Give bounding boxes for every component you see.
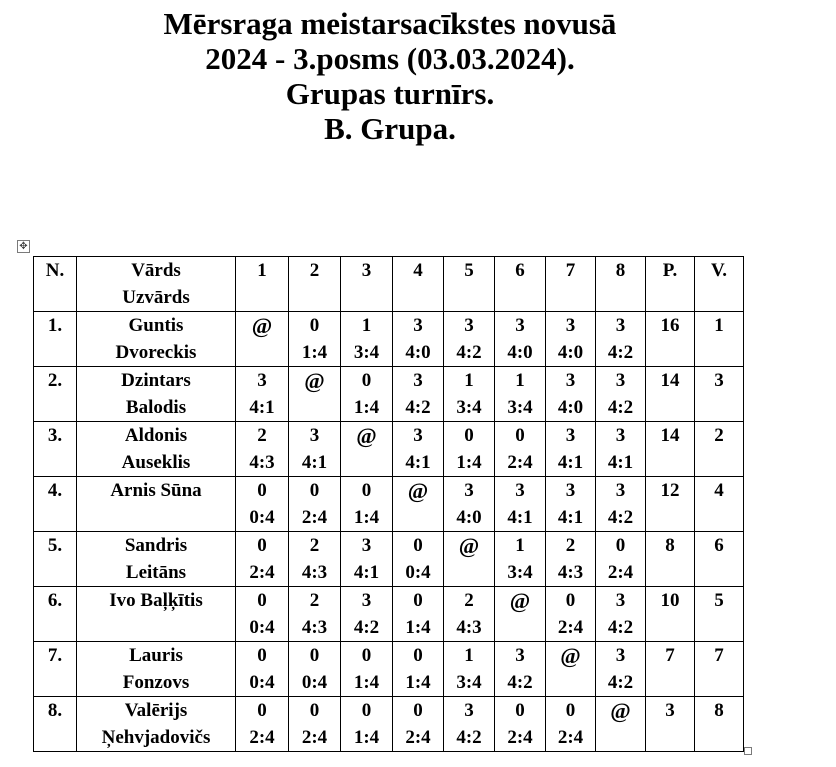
cell-line: 3:4 — [507, 397, 533, 418]
header-game-6-cell — [495, 257, 546, 312]
game-1-cell — [236, 642, 289, 697]
cell-line: @ — [509, 588, 531, 613]
title-line-4: B. Grupa. — [324, 111, 456, 146]
name-cell — [77, 642, 236, 697]
cell-line: 3 — [565, 315, 576, 336]
name-cell — [77, 587, 236, 642]
cell-line: 6 — [515, 260, 525, 281]
cell-line: 1:4 — [353, 397, 380, 418]
cell-line: N. — [45, 260, 65, 281]
cell-line: 4:1 — [557, 452, 584, 473]
game-8-cell — [596, 477, 646, 532]
header-game-5-cell — [444, 257, 495, 312]
name-cell — [77, 312, 236, 367]
game-4-cell — [393, 422, 444, 477]
cell-line: 12 — [660, 480, 680, 501]
points-cell — [646, 697, 695, 752]
rank-cell — [695, 587, 744, 642]
cell-line: 3 — [464, 700, 474, 721]
cell-line: 0 — [361, 645, 372, 666]
cell-line: 3 — [565, 480, 576, 501]
cell-line: Dzintars — [121, 370, 191, 391]
cell-line: 3 — [413, 425, 423, 446]
cell-line: 0 — [413, 645, 423, 666]
cell-line: 2:4 — [507, 727, 533, 748]
game-8-cell — [596, 642, 646, 697]
cell-line: @ — [356, 423, 377, 448]
place-cell — [34, 697, 77, 752]
cell-line: 4:1 — [249, 397, 275, 418]
cell-line: 0 — [413, 535, 423, 556]
cell-line: 2 — [309, 535, 320, 556]
cell-line: 0 — [257, 480, 267, 501]
cell-line: 8. — [47, 700, 63, 721]
results-table-body — [34, 257, 744, 752]
cell-line: 3 — [361, 535, 372, 556]
cell-line: 3 — [515, 645, 525, 666]
cell-line: 4:1 — [405, 452, 431, 473]
place-cell — [34, 532, 77, 587]
game-5-cell — [444, 367, 495, 422]
header-game-3-cell — [341, 257, 393, 312]
game-2-cell — [289, 477, 341, 532]
game-6-cell — [495, 367, 546, 422]
game-3-cell — [341, 642, 393, 697]
cell-line: 4 — [714, 480, 724, 501]
cell-line: 3 — [665, 700, 675, 721]
header-points-cell — [646, 257, 695, 312]
points-cell — [646, 532, 695, 587]
table-row — [34, 367, 744, 422]
cell-line: 4:0 — [456, 507, 482, 528]
cell-line: 0 — [565, 700, 576, 721]
cell-line: Vārds — [131, 260, 181, 281]
game-1-cell — [236, 532, 289, 587]
cell-line: 0 — [309, 645, 320, 666]
points-cell — [646, 312, 695, 367]
table-move-handle-icon[interactable]: ✥ — [17, 240, 30, 253]
cell-line: 3 — [361, 590, 372, 611]
cell-line: Ņehvjadovičs — [101, 727, 211, 748]
cell-line: 3 — [515, 480, 525, 501]
cell-line: 4:3 — [301, 617, 328, 638]
cell-line: 0 — [257, 590, 267, 611]
cell-line: 4:1 — [557, 507, 584, 528]
name-cell — [77, 367, 236, 422]
game-7-cell — [546, 367, 596, 422]
header-game-7-cell — [546, 257, 596, 312]
header-game-8-cell — [596, 257, 646, 312]
cell-line: P. — [662, 260, 678, 281]
title-line-3: Grupas turnīrs. — [285, 76, 495, 111]
cell-line: 4:2 — [405, 397, 431, 418]
cell-line: 1 — [464, 370, 474, 391]
game-1-cell — [236, 312, 289, 367]
cell-line: @ — [304, 368, 325, 393]
game-2-cell — [289, 532, 341, 587]
cell-line: 1. — [47, 315, 63, 336]
cell-line: 1:4 — [353, 727, 380, 748]
cell-line: 2:4 — [507, 452, 533, 473]
cell-line: 2:4 — [557, 727, 584, 748]
cell-line: 6 — [714, 535, 724, 556]
cell-line: 4:2 — [353, 617, 380, 638]
header-game-2-cell — [289, 257, 341, 312]
document-title — [0, 6, 780, 146]
cell-line: 4:2 — [607, 672, 634, 693]
header-game-1-cell — [236, 257, 289, 312]
game-7-cell — [546, 642, 596, 697]
cell-line: 3 — [565, 425, 576, 446]
name-cell — [77, 532, 236, 587]
cell-line: 3 — [615, 480, 626, 501]
cell-line: Sandris — [124, 535, 188, 556]
cell-line: Guntis — [128, 315, 184, 336]
cell-line: 1 — [515, 370, 525, 391]
points-cell — [646, 422, 695, 477]
table-row — [34, 312, 744, 367]
cell-line: 2 — [309, 260, 320, 281]
cell-line: 1 — [714, 315, 724, 336]
cell-line: 4 — [413, 260, 423, 281]
game-7-cell — [546, 477, 596, 532]
game-1-cell — [236, 477, 289, 532]
game-4-cell — [393, 642, 444, 697]
cell-line: 1 — [257, 260, 267, 281]
cell-line: @ — [407, 478, 429, 503]
cell-line: Leitāns — [125, 562, 187, 583]
game-3-cell — [341, 367, 393, 422]
table-row — [34, 642, 744, 697]
game-3-cell — [341, 587, 393, 642]
cell-line: 0 — [565, 590, 576, 611]
cell-line: 1:4 — [301, 342, 328, 363]
rank-cell — [695, 697, 744, 752]
name-cell — [77, 422, 236, 477]
cell-line: 0 — [309, 700, 320, 721]
game-5-cell — [444, 697, 495, 752]
cell-line: 3 — [615, 425, 626, 446]
cell-line: 1:4 — [405, 672, 431, 693]
game-3-cell — [341, 477, 393, 532]
place-cell — [34, 312, 77, 367]
cell-line: 0 — [413, 590, 423, 611]
game-6-cell — [495, 477, 546, 532]
cell-line: 1 — [361, 315, 372, 336]
cell-line: 4:1 — [301, 452, 328, 473]
game-2-cell — [289, 642, 341, 697]
cell-line: 7 — [565, 260, 576, 281]
cell-line: 3 — [361, 260, 372, 281]
game-8-cell — [596, 587, 646, 642]
rank-cell — [695, 312, 744, 367]
cell-line: 0 — [361, 480, 372, 501]
cell-line: 4:1 — [353, 562, 380, 583]
place-cell — [34, 587, 77, 642]
cell-line: 4:0 — [557, 397, 584, 418]
cell-line: 4. — [47, 480, 63, 501]
header-row — [34, 257, 744, 312]
cell-line: 16 — [660, 315, 680, 336]
cell-line: 0 — [257, 700, 267, 721]
cell-line: Arnis Sūna — [110, 480, 202, 501]
place-cell — [34, 367, 77, 422]
game-2-cell — [289, 367, 341, 422]
game-1-cell — [236, 697, 289, 752]
header-game-4-cell — [393, 257, 444, 312]
place-cell — [34, 422, 77, 477]
cell-line: 5 — [464, 260, 474, 281]
table-row — [34, 587, 744, 642]
cell-line: @ — [251, 313, 273, 338]
cell-line: 0:4 — [405, 562, 431, 583]
cell-line: 8 — [714, 700, 724, 721]
cell-line: 1:4 — [405, 617, 431, 638]
cell-line: 4:0 — [507, 342, 533, 363]
points-cell — [646, 642, 695, 697]
cell-line: 3:4 — [353, 342, 380, 363]
cell-line: 4:1 — [607, 452, 634, 473]
game-6-cell — [495, 697, 546, 752]
game-6-cell — [495, 642, 546, 697]
cell-line: 3 — [464, 480, 474, 501]
cell-line: 3:4 — [456, 397, 482, 418]
game-1-cell — [236, 587, 289, 642]
cell-line: 3 — [413, 315, 423, 336]
game-7-cell — [546, 312, 596, 367]
cell-line: 2. — [47, 370, 63, 391]
cell-line: @ — [458, 533, 480, 558]
game-4-cell — [393, 587, 444, 642]
game-8-cell — [596, 697, 646, 752]
game-3-cell — [341, 697, 393, 752]
title-line-1: Mērsraga meistarsacīkstes novusā — [163, 6, 617, 41]
game-7-cell — [546, 532, 596, 587]
cell-line: 14 — [660, 425, 680, 446]
game-3-cell — [341, 532, 393, 587]
game-5-cell — [444, 587, 495, 642]
cell-line: 3 — [615, 590, 626, 611]
game-7-cell — [546, 422, 596, 477]
cell-line: 8 — [665, 535, 675, 556]
cell-line: 4:2 — [456, 727, 482, 748]
cell-line: Lauris — [129, 645, 183, 666]
game-2-cell — [289, 312, 341, 367]
cell-line: 4:3 — [557, 562, 584, 583]
cell-line: 3 — [309, 425, 320, 446]
game-6-cell — [495, 587, 546, 642]
cell-line: 2 — [257, 425, 267, 446]
cell-line: 1:4 — [456, 452, 482, 473]
cell-line: Dvoreckis — [115, 342, 197, 363]
cell-line: 2:4 — [301, 507, 328, 528]
cell-line: 4:2 — [607, 507, 634, 528]
cell-line: 2 — [714, 425, 724, 446]
cell-line: 2:4 — [249, 562, 275, 583]
title-line-2: 2024 - 3.posms (03.03.2024). — [205, 41, 575, 76]
cell-line: 2 — [565, 535, 576, 556]
game-7-cell — [546, 697, 596, 752]
cell-line: 2 — [309, 590, 320, 611]
cell-line: 4:0 — [557, 342, 584, 363]
cell-line: Ivo Baļķītis — [109, 590, 203, 611]
game-5-cell — [444, 312, 495, 367]
cell-line: 0 — [515, 700, 525, 721]
cell-line: 3 — [615, 315, 626, 336]
cell-line: 3 — [714, 370, 724, 391]
game-6-cell — [495, 312, 546, 367]
cell-line: 3 — [413, 370, 423, 391]
rank-cell — [695, 367, 744, 422]
game-2-cell — [289, 697, 341, 752]
cell-line: 1 — [515, 535, 525, 556]
cell-line: 2 — [464, 590, 474, 611]
cell-line: 2:4 — [557, 617, 584, 638]
cell-line: 3 — [565, 370, 576, 391]
rank-cell — [695, 422, 744, 477]
cell-line: 0 — [413, 700, 423, 721]
cell-line: 5. — [47, 535, 63, 556]
cell-line: Balodis — [125, 397, 187, 418]
cell-line: Fonzovs — [122, 672, 190, 693]
name-cell — [77, 477, 236, 532]
cell-line: Aldonis — [124, 425, 188, 446]
table-row — [34, 532, 744, 587]
cell-line: 1:4 — [353, 507, 380, 528]
cell-line: V. — [710, 260, 728, 281]
cell-line: 6. — [47, 590, 63, 611]
cell-line: 4:2 — [607, 397, 634, 418]
cell-line: 4:3 — [249, 452, 275, 473]
game-3-cell — [341, 422, 393, 477]
game-8-cell — [596, 367, 646, 422]
place-cell — [34, 642, 77, 697]
cell-line: 7 — [665, 645, 675, 666]
cell-line: 7 — [714, 645, 724, 666]
points-cell — [646, 587, 695, 642]
cell-line: 0 — [361, 370, 372, 391]
table-row — [34, 697, 744, 752]
cell-line: 2:4 — [301, 727, 328, 748]
cell-line: 4:2 — [456, 342, 482, 363]
cell-line: 4:2 — [507, 672, 533, 693]
game-4-cell — [393, 367, 444, 422]
cell-line: 0 — [257, 645, 267, 666]
results-table — [33, 256, 744, 752]
table-row — [34, 477, 744, 532]
cell-line: 0 — [309, 315, 320, 336]
game-4-cell — [393, 312, 444, 367]
cell-line: 8 — [615, 260, 626, 281]
header-place-cell — [34, 257, 77, 312]
table-resize-handle[interactable] — [744, 747, 752, 755]
cell-line: 0 — [464, 425, 474, 446]
cell-line: @ — [610, 698, 631, 723]
cell-line: 4:3 — [456, 617, 482, 638]
cell-line: 4:1 — [507, 507, 533, 528]
name-cell — [77, 697, 236, 752]
game-6-cell — [495, 422, 546, 477]
cell-line: 4:2 — [607, 617, 634, 638]
game-8-cell — [596, 312, 646, 367]
cell-line: 14 — [660, 370, 680, 391]
cell-line: 3 — [257, 370, 267, 391]
game-5-cell — [444, 532, 495, 587]
cell-line: 7. — [47, 645, 63, 666]
cell-line: 0 — [515, 425, 525, 446]
game-4-cell — [393, 532, 444, 587]
cell-line: 0 — [257, 535, 267, 556]
cell-line: 3. — [47, 425, 63, 446]
cell-line: Auseklis — [121, 452, 191, 473]
points-cell — [646, 477, 695, 532]
cell-line: 0 — [615, 535, 626, 556]
cell-line: 3:4 — [507, 562, 533, 583]
game-1-cell — [236, 422, 289, 477]
cell-line: 0:4 — [301, 672, 328, 693]
game-4-cell — [393, 697, 444, 752]
cell-line: 0:4 — [249, 672, 275, 693]
cell-line: 1 — [464, 645, 474, 666]
game-5-cell — [444, 477, 495, 532]
game-2-cell — [289, 587, 341, 642]
cell-line: 0:4 — [249, 507, 275, 528]
cell-line: 0 — [361, 700, 372, 721]
cell-line: 3:4 — [456, 672, 482, 693]
cell-line: 0:4 — [249, 617, 275, 638]
cell-line: 2:4 — [607, 562, 634, 583]
cell-line: @ — [560, 643, 581, 668]
cell-line: 3 — [464, 315, 474, 336]
game-7-cell — [546, 587, 596, 642]
cell-line: 4:2 — [607, 342, 634, 363]
cell-line: Uzvārds — [122, 287, 190, 308]
cell-line: 3 — [615, 370, 626, 391]
rank-cell — [695, 477, 744, 532]
cell-line: 3 — [515, 315, 525, 336]
header-name-cell — [77, 257, 236, 312]
points-cell — [646, 367, 695, 422]
rank-cell — [695, 642, 744, 697]
place-cell — [34, 477, 77, 532]
table-row — [34, 422, 744, 477]
game-3-cell — [341, 312, 393, 367]
rank-cell — [695, 532, 744, 587]
cell-line: 10 — [660, 590, 680, 611]
cell-line: 5 — [714, 590, 724, 611]
game-4-cell — [393, 477, 444, 532]
game-1-cell — [236, 367, 289, 422]
game-8-cell — [596, 532, 646, 587]
game-5-cell — [444, 422, 495, 477]
cell-line: 0 — [309, 480, 320, 501]
cell-line: 2:4 — [405, 727, 431, 748]
cell-line: 1:4 — [353, 672, 380, 693]
cell-line: Valērijs — [124, 700, 188, 721]
header-rank-cell — [695, 257, 744, 312]
game-2-cell — [289, 422, 341, 477]
cell-line: 2:4 — [249, 727, 275, 748]
game-6-cell — [495, 532, 546, 587]
game-8-cell — [596, 422, 646, 477]
cell-line: 3 — [615, 645, 626, 666]
game-5-cell — [444, 642, 495, 697]
cell-line: 4:0 — [405, 342, 431, 363]
cell-line: 4:3 — [301, 562, 328, 583]
